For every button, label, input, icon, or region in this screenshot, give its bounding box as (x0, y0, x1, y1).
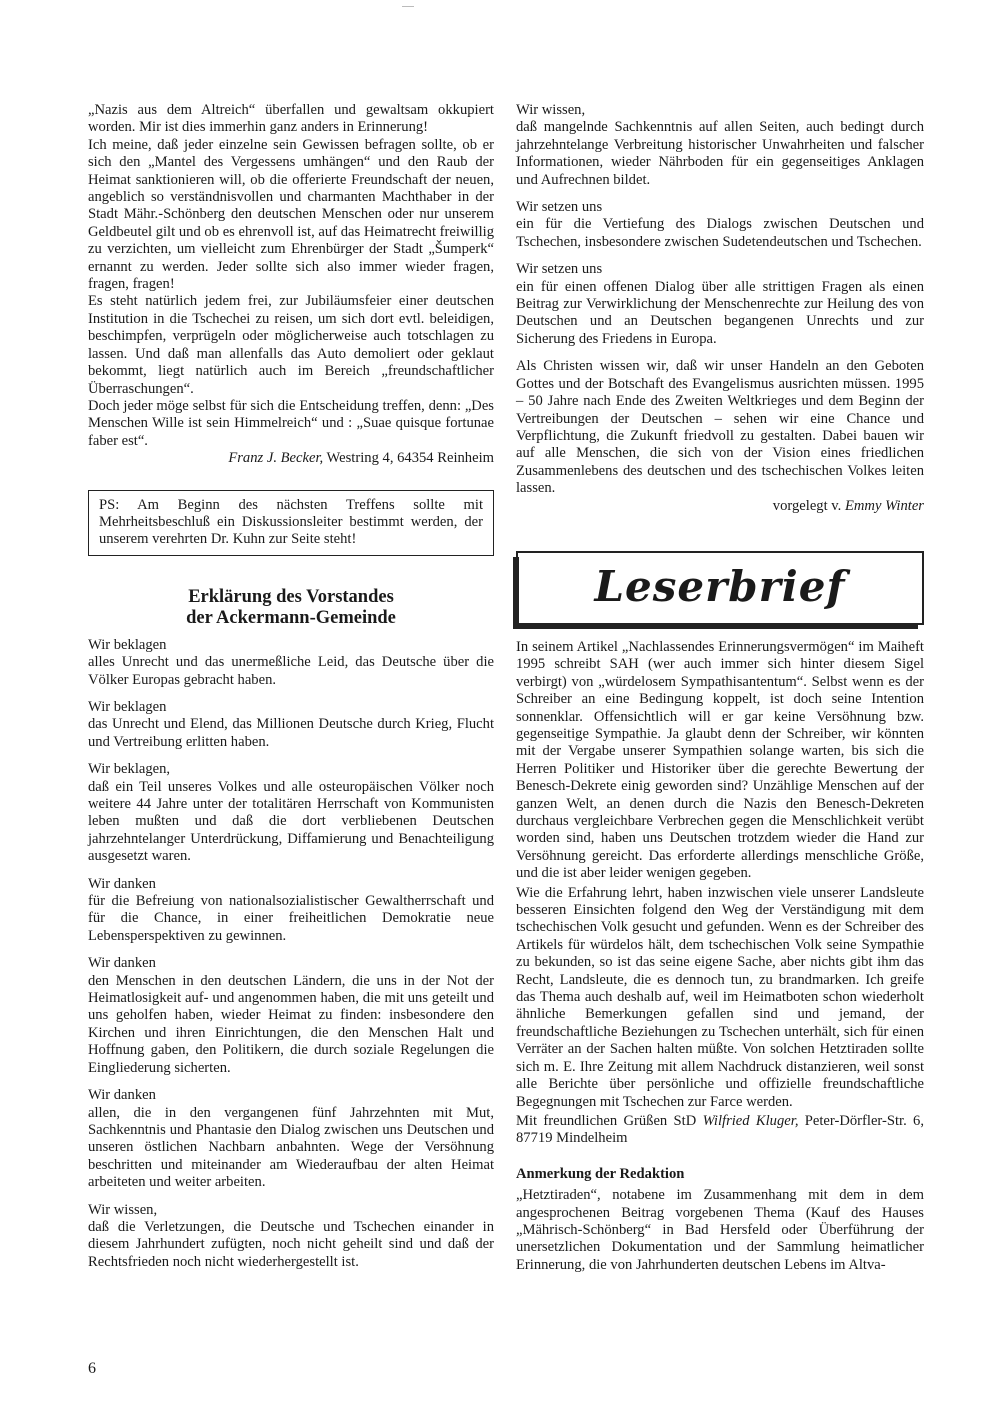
declaration-block (516, 199, 924, 251)
section-title-line-2: der Ackermann-Gemeinde (186, 607, 396, 628)
declaration-label: Wir danken (88, 875, 156, 892)
declaration-block (516, 102, 924, 189)
declaration-label: Wir wissen, (516, 102, 586, 118)
letter-paragraph-2: Wie die Erfahrung lehrt, haben inzwischen viele unserer Landsleute besseren Einsichten folgend den Weg der Verständigung mit dem tschechischen Volk gesucht und gefunden. Wenn es der Schreiber des Artikels für würdelos hält, dem tschechischen Volk seine Sympathie zu bekunden, so ist das seine eigene Sache, aber nichts gibt ihm das Recht, Landsleute, die es dennoch tun, zu brandmarken. Ich greife das Thema auch deshalb auf, weil im Heimatboten schon wiederholt ähnliche Bemerkungen gefallen sind und jemand, der freundschaftliche Beziehungen zu Tschechen unterhält, sich für einen Verräter an der Sachen halten müßte. Von solchen Hetztiraden sollte sich m. E. Ihre Zeitung mit allem Nachdruck distanzieren, weil sonst alle Berichte über persönliche und offizielle freundschaftliche Begegnungen mit Tschechen zur Farce werden. (516, 884, 924, 1110)
declaration-text: daß mangelnde Sachkenntnis auf allen Seiten, auch bedingt durch jahrzehntelange Verbreitung historischer Unwahrheiten und falscher Informationen, wieder Nährboden für ein gegenseitiges Anklagen und Aufrechnen bildet. (516, 119, 924, 188)
declaration-signature (516, 498, 924, 515)
declaration-label: Wir wissen, (88, 1201, 158, 1218)
declaration-text: daß ein Teil unseres Volkes und alle osteuropäischen Völker noch weitere 44 Jahre unter der totalitären Herrschaft von Kommunisten leben mußten und daß die dort verbliebenen Deutschen jahrzehntelanger Unterdrückung, Diffamierung und Benachteiligung ausgesetzt waren. (88, 778, 494, 865)
declaration-label: Wir setzen uns (516, 261, 603, 278)
letter-greeting (516, 1113, 924, 1148)
editor-heading: Anmerkung der Redaktion (516, 1165, 685, 1182)
declaration-label: Wir setzen uns (516, 199, 603, 216)
left-column (88, 102, 494, 1281)
declaration-label: Wir beklagen, (88, 761, 171, 778)
declaration-label: Wir danken (88, 1087, 156, 1104)
travel-paragraph: Es steht natürlich jedem frei, zur Jubiläumsfeier einer deutschen Institution in die Tschechei zu reisen, um sich dort evtl. beleidigen, beschimpfen, verprügeln oder möglicherweise auch totschlagen zu lassen. Und daß man allenfalls das Auto demoliert oder geklaut bekommt, liegt natürlich auch im Bereich „freundschaftlicher Überraschungen“. (88, 293, 494, 397)
declaration-text: allen, die in den vergangenen fünf Jahrzehnten mit Mut, Sachkenntnis und Phantasie den Dialog zwischen uns Deutschen und unseren östlichen Nachbarn anbahnten. Wege der Versöhnung beschritten und miteinander am Wiederaufbau der alten Heimat arbeiteten und weiter arbeiten. (88, 1104, 494, 1191)
declaration-label: Wir beklagen (88, 698, 167, 715)
declaration-block (88, 955, 494, 1077)
declaration-block (88, 699, 494, 751)
opinion-paragraph: Ich meine, daß jeder einzelne sein Gewissen befragen sollte, ob er sich den „Mantel des Vergessens umhängen“ und den Raub der Heimat sanktionieren will, ob die offerierte Freundschaft der neuen, angeblich so verständnisvollen und charmanten Machthaber in der Stadt Mähr.-Schönberg den deutschen Menschen oder nur unserem Geldbeutel gilt und ob es ehrenvoll ist, auf das Heimatrecht freiwillig zu verzichten, um vielleicht zum Ehrenbürger der Stadt „Šumperk“ ernannt zu werden. Jeder sollte sich also immer wieder fragen, fragen, fragen! (88, 136, 494, 293)
greeting-name: Wilfried Kluger, (702, 1112, 799, 1129)
greeting-address: Peter-Dörfler-Str. 6, 87719 Mindelheim (516, 1112, 924, 1147)
section-title-line-1: Erklärung des Vorstandes (188, 586, 394, 607)
declaration-block (88, 637, 494, 689)
declaration-label: Wir beklagen (88, 636, 167, 653)
declaration-text: alles Unrecht und das unermeßliche Leid, das Deutsche über die Völker Europas gebracht haben. (88, 654, 494, 688)
signature-address: Westring 4, 64354 Reinheim (326, 450, 494, 467)
leserbrief-title: Leserbrief (594, 561, 846, 611)
declaration-block (88, 876, 494, 946)
declaration-text: ein für einen offenen Dialog über alle strittigen Fragen als einen Beitrag zur Verwirklichung der Menschenrechte zur Heilung des von Deutschen und an Deutschen begangenen Unrechts und zur Sicherung des Friedens in Europa. (516, 278, 924, 347)
postscript-box (88, 490, 494, 556)
editor-text: „Hetztiraden“, notabene im Zusammenhang mit dem in dem angesprochenen Beitrag vorgebenen Thema (Kauf des Hauses „Mährisch-Schönberg“ in Bad Hersfeld oder Überführung der unersetzlichen Dokumentation und der Sammlung heimatlicher Erinnerung, die von Jahrhunderten deutschen Lebens im Altva- (516, 1187, 924, 1273)
christians-paragraph: Als Christen wissen wir, daß wir unser Handeln an den Geboten Gottes und der Botschaft des Evangelismus ausrichten müssen. 1995 – 50 Jahre nach Ende des Zweiten Weltkrieges und dem Beginn der Vertreibungen der Deutschen – sehen wir eine Chance und Verpflichtung, die Zukunft friedvoll zu gestalten. Dabei bauen wir auf alle Menschen, die sich von der Vision eines friedlichen Zusammenlebens des deutschen und des tschechischen Volkes leiten lassen. (516, 358, 924, 497)
presented-by-label: vorgelegt v. (772, 497, 842, 514)
scan-mark (402, 6, 414, 7)
declaration-text: daß die Verletzungen, die Deutsche und Tschechen einander in diesem Jahrhundert zufügten, noch nicht geheilt sind und daß der Rechtsfrieden noch nicht wiederhergestellt ist. (88, 1218, 494, 1270)
page-number: 6 (88, 1360, 96, 1377)
intro-paragraph: „Nazis aus dem Altreich“ überfallen und gewaltsam okkupiert worden. Mir ist dies immerhin ganz anders in Erinnerung! (88, 102, 494, 136)
declaration-block (516, 261, 924, 348)
letter-signature (88, 450, 494, 467)
greeting-prefix: Mit freundlichen Grüßen StD (516, 1112, 697, 1129)
section-title (88, 587, 494, 629)
decision-paragraph: Doch jeder möge selbst für sich die Entscheidung treffen, denn: „Des Menschen Wille ist sein Himmelreich“ und : „Suae quisque fortunae faber est“. (88, 397, 494, 449)
declaration-block (88, 1087, 494, 1191)
signature-name: Franz J. Becker, (228, 450, 324, 467)
presented-name: Emmy Winter (844, 497, 924, 514)
declaration-text: ein für die Vertiefung des Dialogs zwischen Deutschen und Tschechen, insbesondere zwischen Sudetendeutschen und Tschechen. (516, 216, 924, 250)
right-column (516, 102, 924, 1274)
declaration-block (88, 761, 494, 865)
letter-paragraph-1: In seinem Artikel „Nachlassendes Erinnerungsvermögen“ im Maiheft 1995 schreibt SAH (wer auch immer sich hinter diesem Sigel verbirgt) von „würdelosem Sympathisantentum“. Selbst wenn es der Schreiber an eine Bedingung koppelt, ist doch seine Intention sonnenklar. Offensichtlich will er gar keine Versöhnung bzw. gegenseitige Sympathie. Ja glaubt denn der Schreiber, wir könnten mit der Vergabe unserer Sympathien solange warten, bis sich die Herren Politiker und Historiker über die gerechte Bewertung der Benesch-Dekrete einig geworden sind? Unzählige Menschen auf der ganzen Welt, an denen durch die Nazis den Benesch-Dekreten durchaus vergleichbare Verbrechen gegen die Menschlichkeit verübt worden sind, haben uns Deutschen trotzdem wieder die Hand zur Versöhnung gereicht. Das erforderte allerdings menschliche Größe, und die ist aber leider wenigen gegeben. (516, 638, 924, 882)
declaration-label: Wir danken (88, 955, 156, 972)
leserbrief-banner (516, 551, 924, 625)
declaration-text: für die Befreiung von nationalsozialistischer Gewaltherrschaft und für die Chance, in einer freiheitlichen Demokratie neue Lebensperspektiven zu gewinnen. (88, 893, 494, 944)
postscript-text: PS: Am Beginn des nächsten Treffens sollte mit Mehrheitsbeschluß ein Diskussionsleiter bestimmt werden, der unserem verehrten Dr. Kuhn zur Seite steht! (99, 496, 483, 548)
declaration-block (88, 1202, 494, 1272)
declaration-text: das Unrecht und Elend, das Millionen Deutsche durch Krieg, Flucht und Vertreibung erlitten haben. (88, 716, 494, 750)
declaration-text: den Menschen in den deutschen Ländern, die uns in der Not der Heimatlosigkeit auf- und angenommen haben, die mit uns geteilt und uns geholfen haben, wieder Heimat zu finden: insbesondere den Kirchen und ihren Einrichtungen, die den Menschen Halt und Hoffnung gaben, den Politikern, die durch soziale Regelungen die Eingliederung sicherten. (88, 972, 494, 1076)
